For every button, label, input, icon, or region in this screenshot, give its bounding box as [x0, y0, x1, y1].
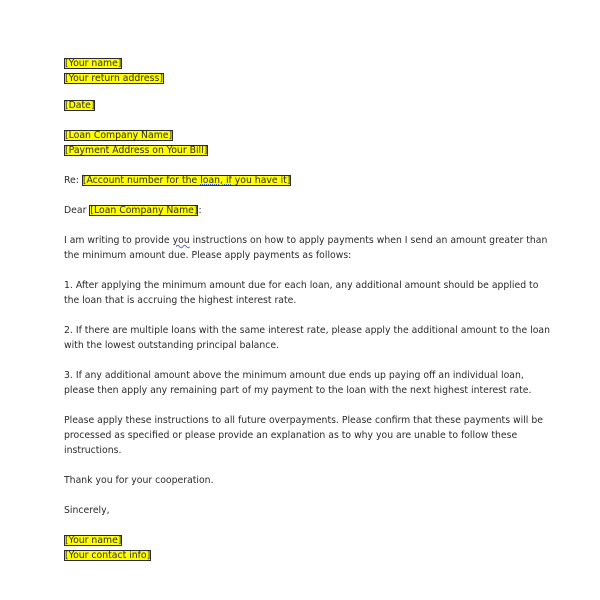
account-text-loan: loan, if	[200, 175, 232, 186]
closing-line3: instructions.	[64, 445, 122, 456]
closing-line1: Please apply these instructions to all future overpayments. Please confirm that these payments will be	[64, 415, 543, 426]
item-3-line1: 3. If any additional amount above the minimum amount due ends up paying off an individual loan,	[64, 370, 524, 381]
intro-line2: the minimum amount due. Please apply payments as follows:	[64, 250, 352, 261]
account-text-start: [Account number for the	[82, 175, 201, 186]
account-number-placeholder[interactable]	[82, 175, 292, 186]
sender-address-line	[64, 71, 554, 86]
item-1-line1: 1. After applying the minimum amount due for each loan, any additional amount should be applied to	[64, 280, 539, 291]
date-placeholder[interactable]: [Date]	[65, 100, 95, 111]
closing-paragraph	[64, 413, 554, 458]
recipient-address-line	[64, 143, 554, 158]
sender-address-placeholder[interactable]: [Your return address]	[65, 73, 163, 84]
list-item	[64, 323, 554, 353]
salutation-company-placeholder[interactable]: [Loan Company Name]	[90, 205, 198, 216]
salutation-prefix: Dear	[64, 205, 90, 216]
signature-name-placeholder[interactable]: [Your name]	[65, 535, 122, 546]
sender-name-line	[64, 56, 554, 71]
signature-contact-line	[64, 548, 554, 563]
closing-line2: processed as specified or please provide an explanation as to why you are unable to follow these	[64, 430, 518, 441]
item-3-line2: please then apply any remaining part of my payment to the loan with the next highest interest rate.	[64, 385, 532, 396]
thanks-line: Thank you for your cooperation.	[64, 475, 214, 486]
account-text-end: you have it]	[231, 175, 291, 186]
item-2-line1: 2. If there are multiple loans with the same interest rate, please apply the additional amount to the loan	[64, 325, 550, 336]
sender-name-placeholder[interactable]: [Your name]	[65, 58, 122, 69]
recipient-company-line	[64, 128, 554, 143]
re-label: Re:	[64, 175, 82, 186]
re-line	[64, 173, 554, 188]
salutation-line	[64, 203, 554, 218]
date-line	[64, 98, 554, 113]
letter-document	[64, 56, 554, 563]
recipient-address-placeholder[interactable]: [Payment Address on Your Bill]	[65, 145, 208, 156]
signature-name-line	[64, 533, 554, 548]
salutation-suffix: :	[198, 205, 202, 216]
signoff-line: Sincerely,	[64, 505, 110, 516]
item-2-line2: with the lowest outstanding principal balance.	[64, 340, 280, 351]
recipient-company-placeholder[interactable]: [Loan Company Name]	[65, 130, 173, 141]
list-item	[64, 278, 554, 308]
intro-you: you	[172, 235, 190, 246]
intro-part1: I am writing to provide	[64, 235, 173, 246]
intro-paragraph	[64, 233, 554, 263]
signature-contact-placeholder[interactable]: [Your contact info]	[65, 550, 151, 561]
item-1-line2: the loan that is accruing the highest interest rate.	[64, 295, 297, 306]
intro-part2: instructions on how to apply payments when I send an amount greater than	[189, 235, 548, 246]
list-item	[64, 368, 554, 398]
